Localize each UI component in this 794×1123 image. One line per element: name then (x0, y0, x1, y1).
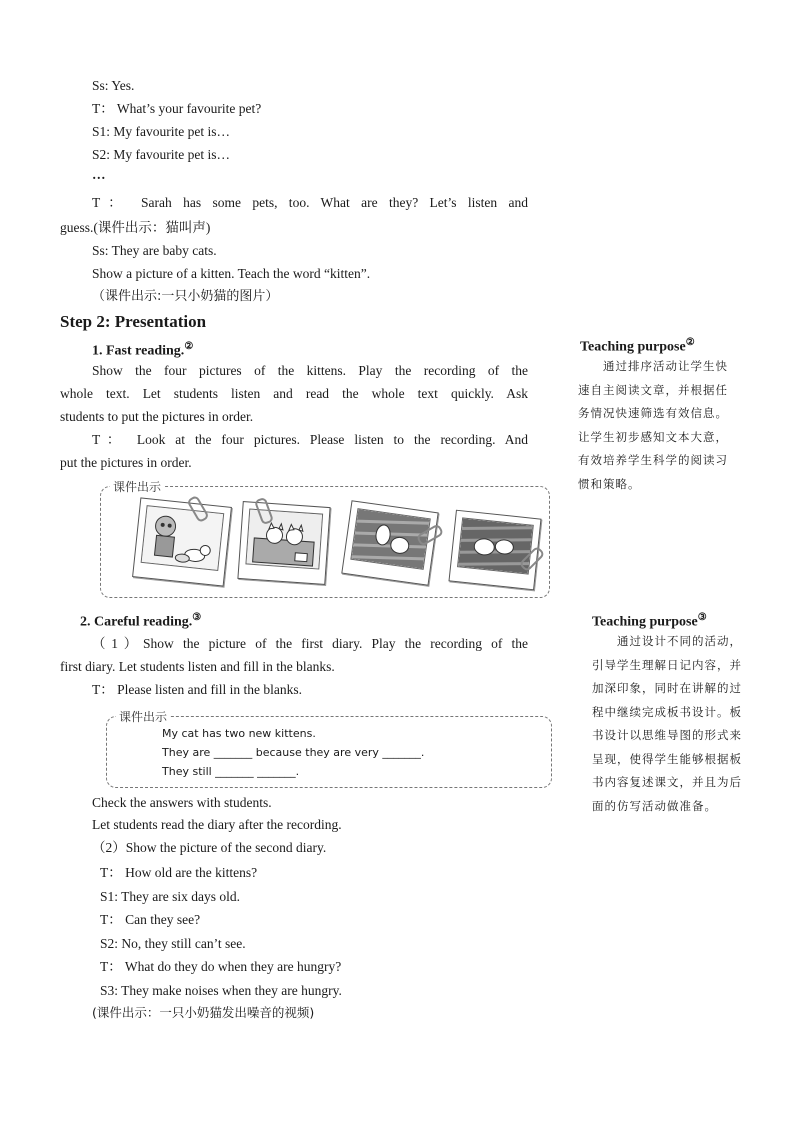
second-diary-step: （2）Show the picture of the second diary. (92, 840, 327, 855)
teaching-purpose-title: Teaching purpose② (580, 337, 695, 355)
dialogue-line: Ss: Yes. (92, 78, 135, 93)
kitten-picture-2 (237, 501, 330, 585)
fast-reading-para: Show the four pictures of the kittens. Play the recording of the (92, 363, 528, 378)
show-kitten-line: Show a picture of a kitten. Teach the word “kitten”. (92, 266, 371, 281)
fast-reading-para: whole text. Let students listen and read the whole text quickly. Ask (60, 386, 528, 401)
dialogue-line: T： What’s your favourite pet? (92, 101, 262, 116)
dialogue-line: T： How old are the kittens? (100, 865, 258, 880)
careful-reading-step1: first diary. Let students listen and fill in the blanks. (60, 659, 335, 674)
step2-heading: Step 2: Presentation (60, 312, 207, 331)
fast-reading-para: students to put the pictures in order. (60, 409, 254, 424)
dialogue-line: T： Can they see? (100, 912, 201, 927)
fill-line: My cat has two new kittens. (162, 727, 316, 740)
check-answers: Check the answers with students. (92, 795, 272, 810)
kittens-in-box-illustration (246, 510, 322, 569)
courseware-label: 课件出示 (116, 708, 170, 725)
careful-reading-title: 2. Careful reading.③ (80, 612, 202, 630)
dialogue-line: S3: They make noises when they are hungry. (100, 983, 342, 998)
teaching-purpose-title: Teaching purpose③ (592, 612, 707, 630)
teaching-purpose-body: 通过设计不同的活动， 引导学生理解日记内容，并 加深印象，同时在讲解的过 程中继续完成板书设计。板 书设计以思维导图的形式来 呈现，使得学生能够根据板 书内容复述课文，并且为后 面的仿写活动做准备。 (592, 634, 742, 813)
fill-line: They still _______ _______. (162, 765, 300, 778)
let-students-read: Let students read the diary after the recording. (92, 817, 342, 832)
robot-kittens-illustration (142, 506, 223, 570)
ellipsis-line: … (92, 167, 106, 182)
sarah-question-line: T： Sarah has some pets, too. What are they? Let’s listen and (92, 195, 528, 210)
careful-reading-teacher: T： Please listen and fill in the blanks. (92, 682, 302, 697)
dialogue-line: T： What do they do when they are hungry? (100, 959, 342, 974)
fast-reading-title: 1. Fast reading.② (92, 341, 194, 359)
kitten-picture-1 (132, 497, 232, 586)
courseware-video: (课件出示：一只小奶猫发出噪音的视频) (92, 1005, 315, 1020)
dialogue-line: S2: My favourite pet is… (92, 147, 230, 162)
courseware-label: 课件出示 (110, 478, 164, 495)
sarah-guess-line: guess.(课件出示：猫叫声) (60, 220, 211, 235)
dialogue-line: S1: My favourite pet is… (92, 124, 230, 139)
ss-baby-cats: Ss: They are baby cats. (92, 243, 217, 258)
dialogue-line: S1: They are six days old. (100, 889, 240, 904)
careful-reading-step1: （1）Show the picture of the first diary. Play the recording of the (92, 636, 528, 651)
dialogue-line: S2: No, they still can’t see. (100, 936, 246, 951)
courseware-kitten: （课件出示:一只小奶猫的图片） (92, 289, 279, 304)
teaching-purpose-body: 通过排序活动让学生快 速自主阅读文章，并根据任 务情况快速筛选有效信息。 让学生初步感知文本大意， 有效培养学生科学的阅读习 惯和策略。 (578, 359, 728, 491)
fill-line: They are _______ because they are very _______. (162, 746, 425, 759)
fast-reading-teacher: put the pictures in order. (60, 455, 192, 470)
kitten-picture-4 (448, 510, 541, 591)
fast-reading-teacher: T： Look at the four pictures. Please listen to the recording. And (92, 432, 528, 447)
